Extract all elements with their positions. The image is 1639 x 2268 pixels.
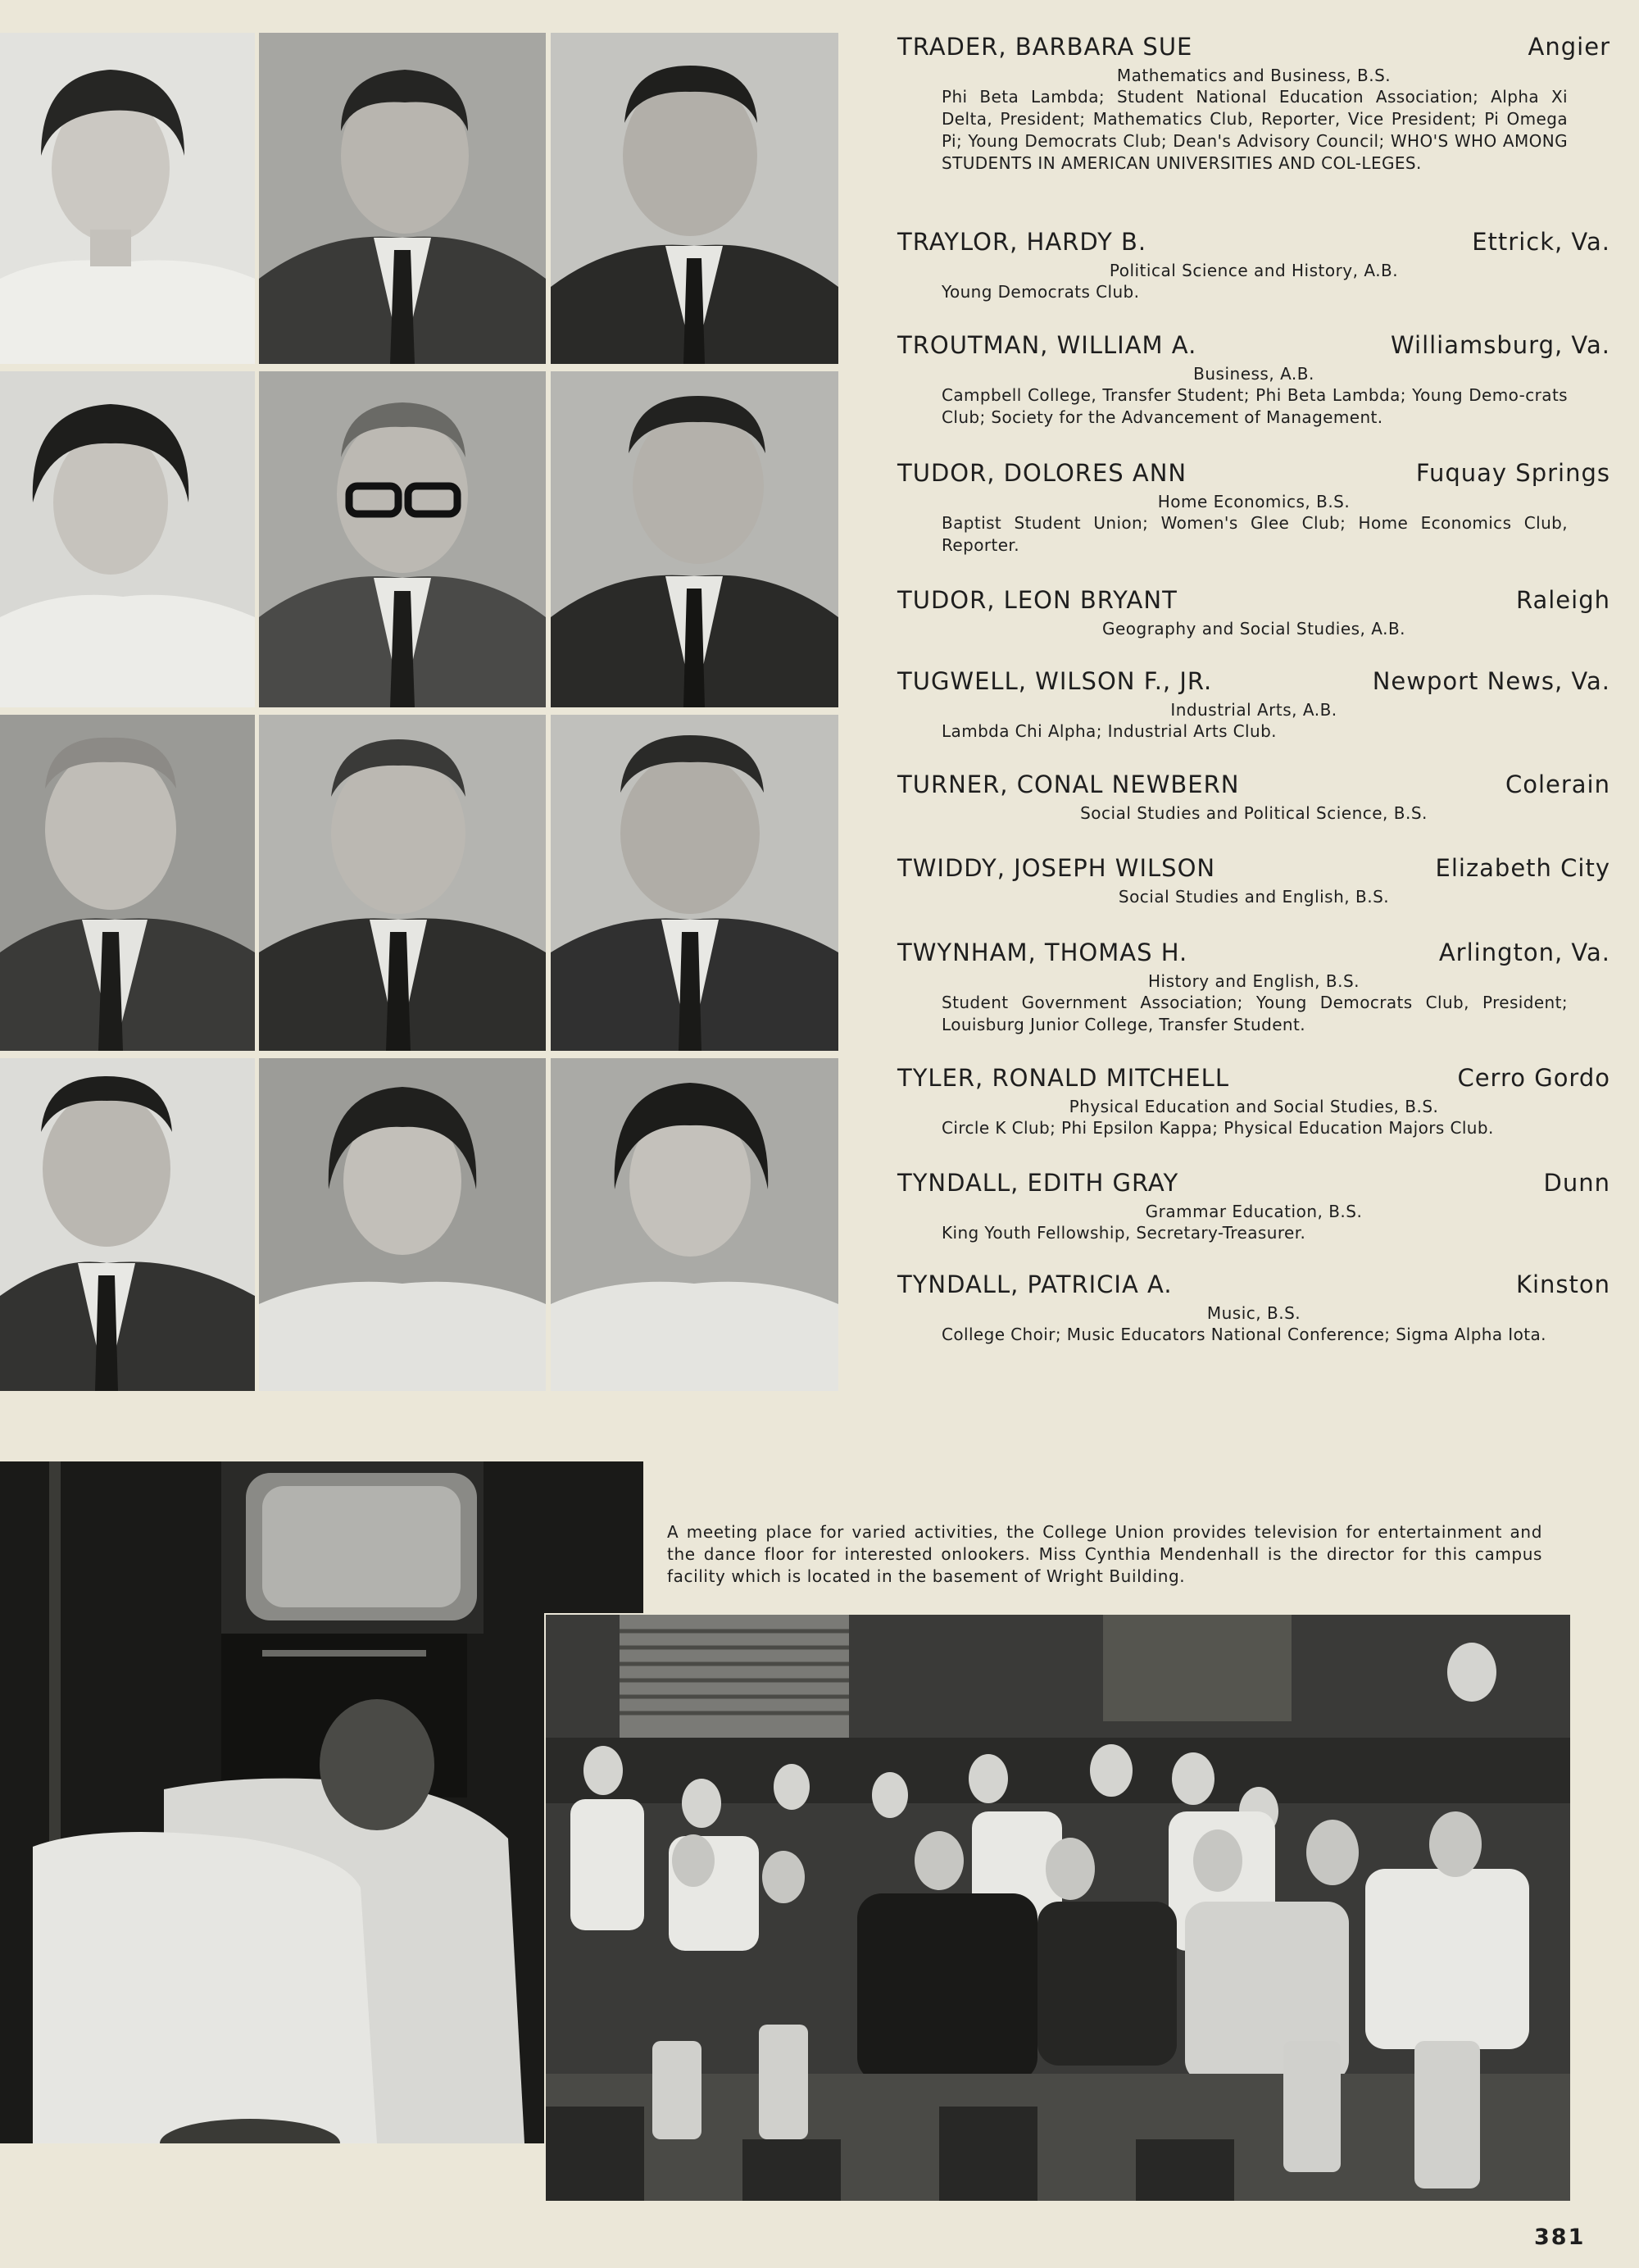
degree: History and English, B.S. <box>1147 971 1360 991</box>
student-entry <box>897 331 1610 429</box>
portrait-tyler-ronald <box>0 1058 255 1391</box>
student-name: TWYNHAM, THOMAS H. <box>897 939 1188 966</box>
hometown: Williamsburg, Va. <box>1390 331 1610 359</box>
portrait-tudor-dolores <box>0 371 255 707</box>
activities: King Youth Fellowship, Secretary-Treasurer. <box>942 1223 1306 1243</box>
student-entry <box>897 939 1610 1036</box>
portrait-tudor-leon <box>259 371 546 707</box>
hometown: Ettrick, Va. <box>1472 228 1610 256</box>
activities: Student Government Association; Young Democrats Club, President; Louisburg Junior College, Transfer Student. <box>942 993 1568 1034</box>
portrait-tyndall-patricia <box>551 1058 838 1391</box>
hometown: Colerain <box>1505 770 1610 798</box>
hometown: Fuquay Springs <box>1415 459 1610 487</box>
activities: Baptist Student Union; Women's Glee Club; Home Economics Club, Reporter. <box>942 513 1568 555</box>
degree: Physical Education and Social Studies, B.S. <box>1069 1097 1439 1116</box>
college-union-crowd-photo <box>544 1613 1572 2202</box>
student-name: TUDOR, DOLORES ANN <box>897 459 1187 487</box>
degree: Social Studies and English, B.S. <box>1118 887 1390 907</box>
hometown: Arlington, Va. <box>1438 939 1610 966</box>
hometown: Angier <box>1528 33 1610 61</box>
student-entry <box>897 459 1610 557</box>
activities: Circle K Club; Phi Epsilon Kappa; Physical Education Majors Club. <box>942 1118 1494 1138</box>
student-name: TURNER, CONAL NEWBERN <box>897 770 1240 798</box>
activities: Lambda Chi Alpha; Industrial Arts Club. <box>942 721 1277 741</box>
student-name: TYNDALL, PATRICIA A. <box>897 1270 1173 1298</box>
degree: Industrial Arts, A.B. <box>1170 700 1337 720</box>
student-name: TROUTMAN, WILLIAM A. <box>897 331 1197 359</box>
student-name: TUGWELL, WILSON F., JR. <box>897 667 1213 695</box>
activities: College Choir; Music Educators National Conference; Sigma Alpha Iota. <box>942 1325 1546 1344</box>
portrait-troutman-william <box>551 33 838 364</box>
student-name: TYNDALL, EDITH GRAY <box>897 1169 1179 1197</box>
hometown: Newport News, Va. <box>1372 667 1610 695</box>
degree: Music, B.S. <box>1206 1303 1301 1323</box>
student-entry <box>897 1270 1610 1346</box>
hometown: Cerro Gordo <box>1457 1064 1610 1092</box>
student-name: TUDOR, LEON BRYANT <box>897 586 1178 614</box>
portrait-traylor-hardy <box>259 33 546 364</box>
student-entry <box>897 770 1610 824</box>
student-entry <box>897 854 1610 907</box>
student-entry <box>897 667 1610 743</box>
degree: Business, A.B. <box>1193 364 1314 384</box>
portrait-tugwell-wilson <box>551 371 838 707</box>
student-entry <box>897 1169 1610 1244</box>
degree: Home Economics, B.S. <box>1157 492 1351 511</box>
student-name: TWIDDY, JOSEPH WILSON <box>897 854 1216 882</box>
portrait-twynham-thomas <box>551 715 838 1051</box>
hometown: Kinston <box>1515 1270 1610 1298</box>
hometown: Raleigh <box>1515 586 1610 614</box>
student-entry <box>897 33 1610 175</box>
student-entry <box>897 228 1610 303</box>
student-name: TYLER, RONALD MITCHELL <box>897 1064 1229 1092</box>
degree: Political Science and History, A.B. <box>1109 261 1399 280</box>
photo-caption: A meeting place for varied activities, the College Union provides television for entertainment and the dance floor for interested onlookers. Miss Cynthia Mendenhall is the director for this campus facility which is located in the basement of Wright Building. <box>667 1522 1542 1586</box>
student-entry <box>897 1064 1610 1139</box>
degree: Geography and Social Studies, A.B. <box>1101 619 1406 639</box>
student-entry <box>897 586 1610 639</box>
hometown: Elizabeth City <box>1435 854 1610 882</box>
portrait-turner-conal <box>0 715 255 1051</box>
student-name: TRADER, BARBARA SUE <box>897 33 1193 61</box>
activities: Phi Beta Lambda; Student National Education Association; Alpha Xi Delta, President; Mathematics Club, Reporter, Vice President; Pi Omega Pi; Young Democrats Club; Dean's Advisory Council; WHO'S WHO AMONG STUDENTS IN AMERICAN UNIVERSITIES AND COL-LEGES. <box>942 87 1568 173</box>
portrait-tyndall-edith <box>259 1058 546 1391</box>
degree: Social Studies and Political Science, B.S. <box>1080 803 1428 823</box>
activities: Young Democrats Club. <box>942 282 1140 302</box>
degree: Grammar Education, B.S. <box>1145 1202 1363 1221</box>
hometown: Dunn <box>1543 1169 1610 1197</box>
activities: Campbell College, Transfer Student; Phi Beta Lambda; Young Demo-crats Club; Society for the Advancement of Management. <box>942 385 1568 427</box>
degree: Mathematics and Business, B.S. <box>1116 66 1392 85</box>
portrait-twiddy-joseph <box>259 715 546 1051</box>
portrait-grid <box>0 33 838 1391</box>
student-name: TRAYLOR, HARDY B. <box>897 228 1147 256</box>
portrait-trader-barbara <box>0 33 255 364</box>
page-number: 381 <box>1534 2225 1586 2250</box>
